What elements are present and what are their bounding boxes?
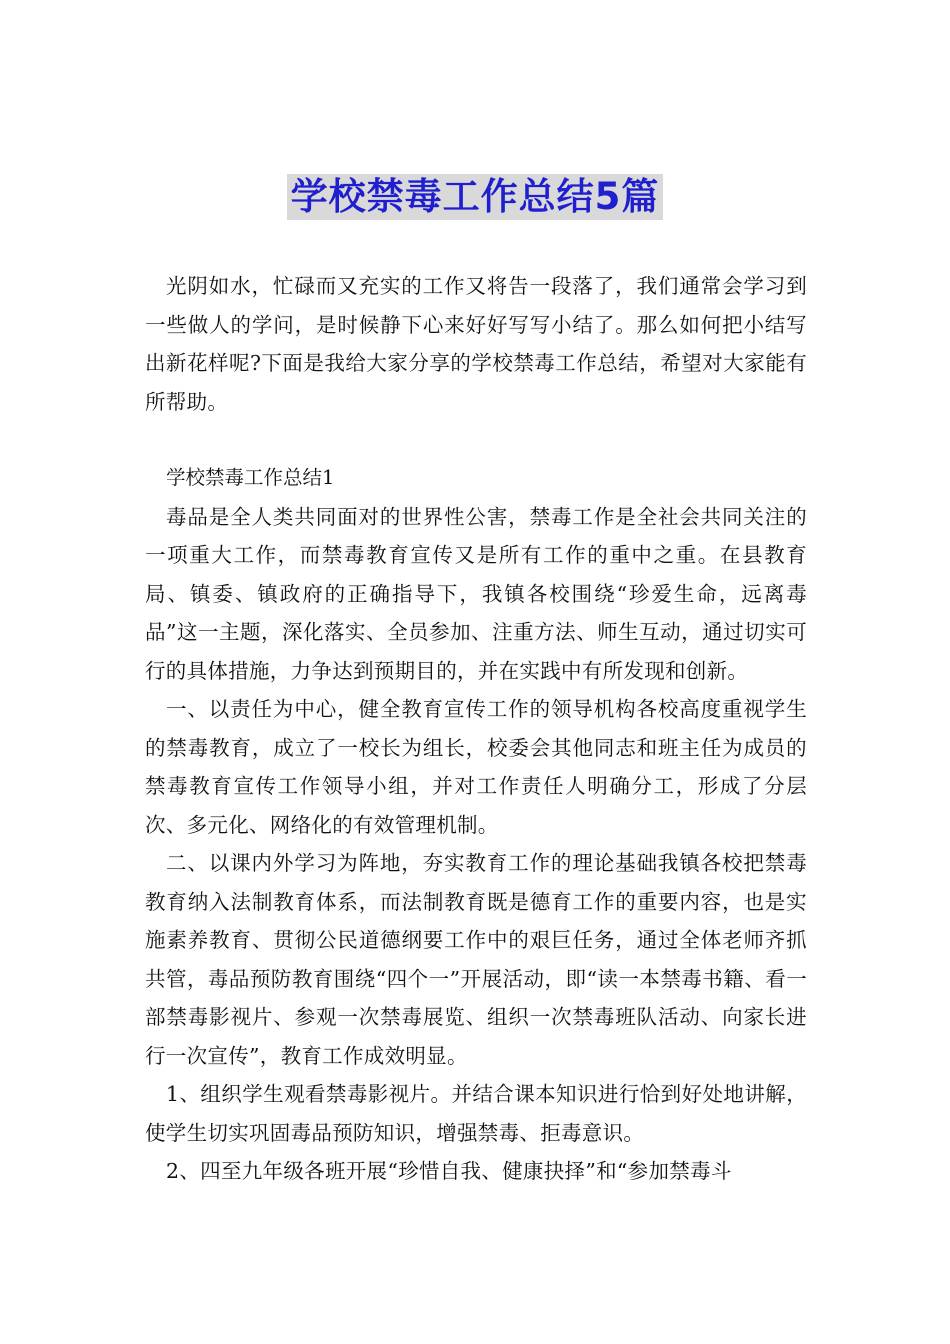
body-paragraph-5: 2、四至九年级各班开展“珍惜自我、健康抉择”和“参加禁毒斗	[166, 1159, 732, 1183]
section-heading: 学校禁毒工作总结1	[166, 466, 335, 489]
document-body	[145, 267, 807, 1191]
body-paragraph-2: 一、以责任为中心，健全教育宣传工作的领导机构各校高度重视学生的禁毒教育，成立了一校长为组长，校委会其他同志和班主任为成员的禁毒教育宣传工作领导小组，并对工作责任人明确分工，形成了分层次、多元化、网络化的有效管理机制。	[145, 697, 807, 837]
document-title: 学校禁毒工作总结5篇	[287, 174, 664, 220]
body-paragraph-4: 1、组织学生观看禁毒影视片。并结合课本知识进行恰到好处地讲解，使学生切实巩固毒品预防知识，增强禁毒、拒毒意识。	[145, 1082, 807, 1145]
intro-paragraph: 光阴如水，忙碌而又充实的工作又将告一段落了，我们通常会学习到一些做人的学问，是时候静下心来好好写写小结了。那么如何把小结写出新花样呢?下面是我给大家分享的学校禁毒工作总结，希望对大家能有所帮助。	[145, 274, 807, 414]
paragraph-spacer	[145, 421, 807, 459]
title-container	[0, 174, 950, 220]
body-paragraph-1: 毒品是全人类共同面对的世界性公害，禁毒工作是全社会共同关注的一项重大工作，而禁毒教育宣传又是所有工作的重中之重。在县教育局、镇委、镇政府的正确指导下，我镇各校围绕“珍爱生命，远离毒品”这一主题，深化落实、全员参加、注重方法、师生互动，通过切实可行的具体措施，力争达到预期目的，并在实践中有所发现和创新。	[145, 504, 807, 683]
body-paragraph-3: 二、以课内外学习为阵地，夯实教育工作的理论基础我镇各校把禁毒教育纳入法制教育体系，而法制教育既是德育工作的重要内容，也是实施素养教育、贯彻公民道德纲要工作中的艰巨任务，通过全体老师齐抓共管，毒品预防教育围绕“四个一”开展活动，即“读一本禁毒书籍、看一部禁毒影视片、参观一次禁毒展览、组织一次禁毒班队活动、向家长进行一次宣传”，教育工作成效明显。	[145, 851, 807, 1068]
